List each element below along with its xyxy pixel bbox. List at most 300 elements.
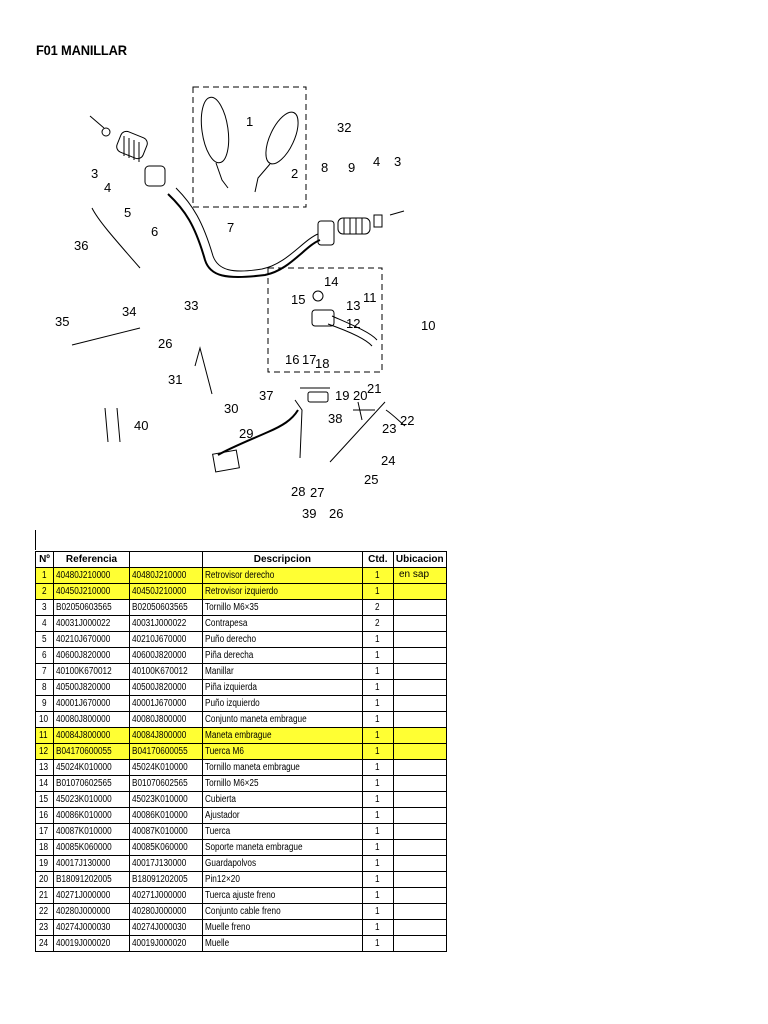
cell-ref2-text: 40031J000022 xyxy=(132,618,187,629)
cell-loc xyxy=(393,648,446,664)
cell-qty-text: 1 xyxy=(375,858,380,869)
table-row xyxy=(36,904,447,920)
cell-ref2 xyxy=(130,872,203,888)
cell-desc xyxy=(202,744,362,760)
cell-num-text: 22 xyxy=(38,906,49,917)
cell-desc xyxy=(202,856,362,872)
cell-desc-text: Ajustador xyxy=(204,810,240,821)
cell-ref1-text: B01070602565 xyxy=(56,778,112,789)
cell-loc xyxy=(393,712,446,728)
table-row xyxy=(36,712,447,728)
cell-num xyxy=(36,808,54,824)
cell-qty-text: 1 xyxy=(375,650,380,661)
cell-ref1 xyxy=(54,936,130,952)
cell-num-text: 12 xyxy=(38,746,49,757)
cell-qty-text: 1 xyxy=(375,714,380,725)
cell-desc xyxy=(202,792,362,808)
cell-qty-text: 2 xyxy=(375,602,380,613)
cell-num-text: 3 xyxy=(41,602,47,613)
cell-desc xyxy=(202,616,362,632)
cell-num-text: 19 xyxy=(38,858,49,869)
cell-ref1-text: 40019J000020 xyxy=(56,938,111,949)
cell-qty-text: 1 xyxy=(375,698,380,709)
label-11: 11 xyxy=(363,290,377,305)
cell-desc-text: Pin12×20 xyxy=(204,874,240,885)
cell-ref2-text: 40087K010000 xyxy=(132,826,188,837)
label-15: 15 xyxy=(291,292,306,307)
col-header-loc: Ubicacion xyxy=(393,552,446,568)
label-3: 3 xyxy=(91,166,99,181)
cell-ref1-text: 40280J000000 xyxy=(56,906,111,917)
cell-qty xyxy=(362,696,393,712)
cell-qty-text: 1 xyxy=(375,634,380,645)
cell-qty xyxy=(362,648,393,664)
cell-ref2-text: 40001J670000 xyxy=(132,698,187,709)
cell-ref1-text: 40450J210000 xyxy=(56,586,111,597)
cell-ref2 xyxy=(130,824,203,840)
cell-qty-text: 1 xyxy=(375,730,380,741)
cell-desc xyxy=(202,888,362,904)
cell-ref1 xyxy=(54,824,130,840)
cell-num xyxy=(36,872,54,888)
cell-num-text: 20 xyxy=(38,874,49,885)
label-40: 40 xyxy=(134,418,149,433)
cell-desc xyxy=(202,632,362,648)
cell-ref2 xyxy=(130,840,203,856)
cell-num xyxy=(36,664,54,680)
cell-qty-text: 1 xyxy=(375,874,380,885)
parts-table-body xyxy=(36,568,447,952)
cell-num xyxy=(36,888,54,904)
cell-desc-text: Tornillo maneta embrague xyxy=(204,762,300,773)
label-1: 1 xyxy=(246,114,254,129)
cell-ref2-text: 40210J670000 xyxy=(132,634,187,645)
cell-ref1 xyxy=(54,648,130,664)
label-3b: 3 xyxy=(394,154,402,169)
cell-ref2 xyxy=(130,584,203,600)
cell-qty xyxy=(362,680,393,696)
cell-num-text: 14 xyxy=(38,778,49,789)
cell-loc xyxy=(393,888,446,904)
exploded-parts-diagram xyxy=(0,70,768,530)
cell-ref1 xyxy=(54,712,130,728)
cell-num-text: 6 xyxy=(41,650,47,661)
cell-desc-text: Conjunto cable freno xyxy=(204,906,281,917)
cell-ref2 xyxy=(130,808,203,824)
cell-num xyxy=(36,744,54,760)
cell-desc xyxy=(202,840,362,856)
cell-ref1 xyxy=(54,664,130,680)
cell-ref2 xyxy=(130,776,203,792)
cell-desc-text: Tornillo M6×35 xyxy=(204,602,259,613)
cell-loc xyxy=(393,584,446,600)
cell-desc-text: Puño derecho xyxy=(204,634,256,645)
cell-qty xyxy=(362,824,393,840)
label-4: 4 xyxy=(104,180,112,195)
label-36: 36 xyxy=(74,238,89,253)
label-4b: 4 xyxy=(373,154,381,169)
cell-num-text: 21 xyxy=(38,890,49,901)
cell-ref1-text: 40274J000030 xyxy=(56,922,111,933)
cell-loc xyxy=(393,776,446,792)
table-row xyxy=(36,696,447,712)
cell-ref1 xyxy=(54,568,130,584)
label-5: 5 xyxy=(124,205,132,220)
cell-desc-text: Retrovisor derecho xyxy=(204,570,275,581)
cell-ref1-text: 40084J800000 xyxy=(56,730,111,741)
cell-desc xyxy=(202,936,362,952)
cell-qty-text: 1 xyxy=(375,938,380,949)
cell-num-text: 1 xyxy=(41,570,47,581)
cell-ref2 xyxy=(130,936,203,952)
cell-ref2-text: 40600J820000 xyxy=(132,650,187,661)
cell-qty xyxy=(362,808,393,824)
cell-desc xyxy=(202,776,362,792)
cell-ref2 xyxy=(130,904,203,920)
label-17: 17 xyxy=(302,352,317,367)
cell-ref2 xyxy=(130,680,203,696)
cell-desc-text: Piña derecha xyxy=(204,650,254,661)
cell-ref2-text: 45024K010000 xyxy=(132,762,188,773)
cell-ref2-text: 40017J130000 xyxy=(132,858,187,869)
cell-num-text: 18 xyxy=(38,842,49,853)
cell-ref1 xyxy=(54,840,130,856)
cell-num xyxy=(36,792,54,808)
label-8: 8 xyxy=(321,160,329,175)
cell-num-text: 2 xyxy=(41,586,47,597)
label-34: 34 xyxy=(122,304,137,319)
cell-ref1 xyxy=(54,600,130,616)
cell-qty-text: 1 xyxy=(375,746,380,757)
cell-desc xyxy=(202,648,362,664)
cell-ref1 xyxy=(54,872,130,888)
table-row xyxy=(36,648,447,664)
label-14: 14 xyxy=(324,274,339,289)
cell-qty-text: 1 xyxy=(375,922,380,933)
table-row xyxy=(36,664,447,680)
cell-loc xyxy=(393,760,446,776)
label-38: 38 xyxy=(328,411,343,426)
diagram-labels xyxy=(55,114,435,521)
table-row xyxy=(36,808,447,824)
table-row xyxy=(36,856,447,872)
cell-desc xyxy=(202,600,362,616)
label-7: 7 xyxy=(227,220,235,235)
cell-num xyxy=(36,632,54,648)
label-31: 31 xyxy=(168,372,183,387)
cell-qty xyxy=(362,584,393,600)
cell-ref2-text: B02050603565 xyxy=(132,602,188,613)
cell-ref2-text: 40500J820000 xyxy=(132,682,187,693)
cell-qty xyxy=(362,568,393,584)
cell-ref1 xyxy=(54,904,130,920)
cell-ref2 xyxy=(130,728,203,744)
cell-loc xyxy=(393,680,446,696)
cell-ref2 xyxy=(130,920,203,936)
cell-qty xyxy=(362,792,393,808)
cell-ref2-text: 40080J800000 xyxy=(132,714,187,725)
cell-ref1 xyxy=(54,728,130,744)
cell-ref2-text: 40280J000000 xyxy=(132,906,187,917)
cell-ref1-text: B18091202005 xyxy=(56,874,112,885)
cell-ref1-text: 45024K010000 xyxy=(56,762,112,773)
cell-desc xyxy=(202,664,362,680)
cell-qty xyxy=(362,840,393,856)
cell-desc-text: Tuerca xyxy=(204,826,231,837)
cell-ref1 xyxy=(54,888,130,904)
cell-qty xyxy=(362,760,393,776)
label-25: 25 xyxy=(364,472,379,487)
cell-ref1-text: 40001J670000 xyxy=(56,698,111,709)
label-35: 35 xyxy=(55,314,70,329)
table-row xyxy=(36,792,447,808)
cell-ref2-text: 40274J000030 xyxy=(132,922,187,933)
cell-ref1-text: 40500J820000 xyxy=(56,682,111,693)
cell-qty xyxy=(362,616,393,632)
label-30: 30 xyxy=(224,401,239,416)
cell-ref1 xyxy=(54,744,130,760)
cell-ref1 xyxy=(54,696,130,712)
cell-desc xyxy=(202,568,362,584)
label-26b: 26 xyxy=(329,506,344,521)
col-header-ref: Referencia xyxy=(54,552,130,568)
cell-ref1-text: 40210J670000 xyxy=(56,634,111,645)
cell-ref1-text: B04170600055 xyxy=(56,746,112,757)
label-39: 39 xyxy=(302,506,317,521)
table-row xyxy=(36,680,447,696)
cell-num-text: 7 xyxy=(41,666,47,677)
cell-num xyxy=(36,600,54,616)
table-left-rule xyxy=(35,530,36,550)
label-10: 10 xyxy=(421,318,436,333)
col-header-desc: Descripcion xyxy=(202,552,362,568)
cell-ref2-text: B18091202005 xyxy=(132,874,188,885)
label-23: 23 xyxy=(382,421,397,436)
cell-ref2-text: B04170600055 xyxy=(132,746,188,757)
cell-ref2-text: 40084J800000 xyxy=(132,730,187,741)
cell-loc xyxy=(393,808,446,824)
cell-desc-text: Manillar xyxy=(204,666,234,677)
cell-qty-text: 1 xyxy=(375,762,380,773)
cell-ref1-text: 40080J800000 xyxy=(56,714,111,725)
cell-qty-text: 1 xyxy=(375,682,380,693)
cell-num xyxy=(36,584,54,600)
cell-num xyxy=(36,616,54,632)
cell-loc xyxy=(393,616,446,632)
cell-ref2-text: 40085K060000 xyxy=(132,842,188,853)
cell-qty xyxy=(362,712,393,728)
cell-ref1 xyxy=(54,680,130,696)
cell-qty xyxy=(362,744,393,760)
table-row xyxy=(36,840,447,856)
cell-ref2-text: 40100K670012 xyxy=(132,666,188,677)
col-header-num: Nº xyxy=(36,552,54,568)
cell-ref1-text: B02050603565 xyxy=(56,602,112,613)
label-33: 33 xyxy=(184,298,199,313)
cell-desc-text: Contrapesa xyxy=(204,618,248,629)
cell-qty-text: 1 xyxy=(375,810,380,821)
cell-ref1-text: 40086K010000 xyxy=(56,810,112,821)
cell-desc xyxy=(202,760,362,776)
cell-desc xyxy=(202,728,362,744)
cell-ref1 xyxy=(54,856,130,872)
cell-num-text: 5 xyxy=(41,634,47,645)
cell-desc xyxy=(202,904,362,920)
cell-desc xyxy=(202,808,362,824)
cell-ref2-text: 45023K010000 xyxy=(132,794,188,805)
cell-loc xyxy=(393,744,446,760)
label-37: 37 xyxy=(259,388,274,403)
cell-ref2-text: 40450J210000 xyxy=(132,586,187,597)
cell-num-text: 24 xyxy=(38,938,49,949)
cell-qty-text: 1 xyxy=(375,586,380,597)
page-title: F01 MANILLAR xyxy=(36,42,127,58)
cell-loc xyxy=(393,872,446,888)
cell-qty xyxy=(362,600,393,616)
cell-qty xyxy=(362,664,393,680)
cell-ref2 xyxy=(130,792,203,808)
cell-ref2 xyxy=(130,696,203,712)
table-row xyxy=(36,600,447,616)
cell-desc-text: Guardapolvos xyxy=(204,858,256,869)
cell-desc-text: Maneta embrague xyxy=(204,730,272,741)
cell-ref1-text: 40085K060000 xyxy=(56,842,112,853)
cell-qty xyxy=(362,856,393,872)
cell-loc xyxy=(393,696,446,712)
side-note: en sap xyxy=(399,569,430,580)
cell-loc xyxy=(393,920,446,936)
cell-ref1 xyxy=(54,920,130,936)
cell-qty-text: 1 xyxy=(375,826,380,837)
cell-ref2 xyxy=(130,600,203,616)
label-29: 29 xyxy=(239,426,254,441)
cell-ref1 xyxy=(54,808,130,824)
cell-ref1 xyxy=(54,760,130,776)
cell-ref1-text: 40600J820000 xyxy=(56,650,111,661)
cell-ref1-text: 40017J130000 xyxy=(56,858,111,869)
cell-loc xyxy=(393,728,446,744)
cell-ref2-text: B01070602565 xyxy=(132,778,188,789)
table-row xyxy=(36,936,447,952)
table-row xyxy=(36,584,447,600)
cell-num xyxy=(36,648,54,664)
cell-ref2-text: 40019J000020 xyxy=(132,938,187,949)
cell-num xyxy=(36,760,54,776)
cell-num-text: 9 xyxy=(41,698,47,709)
parts-table xyxy=(35,551,447,952)
cell-desc xyxy=(202,696,362,712)
cell-ref1-text: 40087K010000 xyxy=(56,826,112,837)
label-13: 13 xyxy=(346,298,361,313)
cell-ref1-text: 40100K670012 xyxy=(56,666,112,677)
cell-ref1-text: 45023K010000 xyxy=(56,794,112,805)
cell-num-text: 11 xyxy=(39,730,48,741)
cell-ref2 xyxy=(130,664,203,680)
cell-ref1 xyxy=(54,584,130,600)
cell-ref2 xyxy=(130,856,203,872)
cell-num-text: 15 xyxy=(38,794,49,805)
cell-loc xyxy=(393,840,446,856)
table-row xyxy=(36,632,447,648)
cell-desc xyxy=(202,680,362,696)
cell-desc-text: Tuerca M6 xyxy=(204,746,244,757)
table-row xyxy=(36,568,447,584)
cell-num-text: 17 xyxy=(38,826,49,837)
cell-desc-text: Tornillo M6×25 xyxy=(204,778,259,789)
cell-qty-text: 1 xyxy=(375,890,380,901)
label-24: 24 xyxy=(381,453,396,468)
label-20: 20 xyxy=(353,388,368,403)
cell-qty xyxy=(362,936,393,952)
cell-desc-text: Muelle xyxy=(204,938,230,949)
label-16: 16 xyxy=(285,352,300,367)
cell-qty xyxy=(362,728,393,744)
cell-num xyxy=(36,680,54,696)
table-row xyxy=(36,744,447,760)
cell-num xyxy=(36,920,54,936)
label-21: 21 xyxy=(367,381,382,396)
cell-num xyxy=(36,936,54,952)
cell-ref2-text: 40480J210000 xyxy=(132,570,187,581)
col-header-qty: Ctd. xyxy=(362,552,393,568)
cell-loc xyxy=(393,856,446,872)
table-row xyxy=(36,616,447,632)
label-28: 28 xyxy=(291,484,306,499)
cell-desc-text: Conjunto maneta embrague xyxy=(204,714,307,725)
cell-desc-text: Muelle freno xyxy=(204,922,250,933)
cell-num-text: 8 xyxy=(41,682,47,693)
cell-ref2-text: 40271J000000 xyxy=(132,890,187,901)
table-row xyxy=(36,888,447,904)
cell-num xyxy=(36,904,54,920)
label-27: 27 xyxy=(310,485,325,500)
cell-ref2-text: 40086K010000 xyxy=(132,810,188,821)
label-19: 19 xyxy=(335,388,350,403)
cell-qty xyxy=(362,776,393,792)
cell-desc-text: Piña izquierda xyxy=(204,682,257,693)
col-header-ref2 xyxy=(130,552,203,568)
cell-ref1 xyxy=(54,776,130,792)
cell-num xyxy=(36,568,54,584)
cell-ref2 xyxy=(130,568,203,584)
label-18: 18 xyxy=(315,356,330,371)
cell-qty-text: 1 xyxy=(375,570,380,581)
cell-qty xyxy=(362,888,393,904)
cell-ref2 xyxy=(130,616,203,632)
cell-ref2 xyxy=(130,888,203,904)
cell-qty xyxy=(362,872,393,888)
cell-ref2 xyxy=(130,648,203,664)
table-header-row xyxy=(36,552,447,568)
cell-desc-text: Puño izquierdo xyxy=(204,698,260,709)
cell-num xyxy=(36,712,54,728)
cell-num-text: 4 xyxy=(41,618,47,629)
cell-loc xyxy=(393,632,446,648)
cell-num xyxy=(36,776,54,792)
cell-ref1-text: 40480J210000 xyxy=(56,570,111,581)
table-row xyxy=(36,824,447,840)
cell-num xyxy=(36,728,54,744)
cell-qty-text: 1 xyxy=(375,842,380,853)
cell-loc xyxy=(393,824,446,840)
cell-ref1-text: 40031J000022 xyxy=(56,618,111,629)
table-row xyxy=(36,776,447,792)
cell-num xyxy=(36,824,54,840)
table-row xyxy=(36,760,447,776)
cell-ref1 xyxy=(54,632,130,648)
label-2: 2 xyxy=(291,166,299,181)
cell-loc xyxy=(393,936,446,952)
